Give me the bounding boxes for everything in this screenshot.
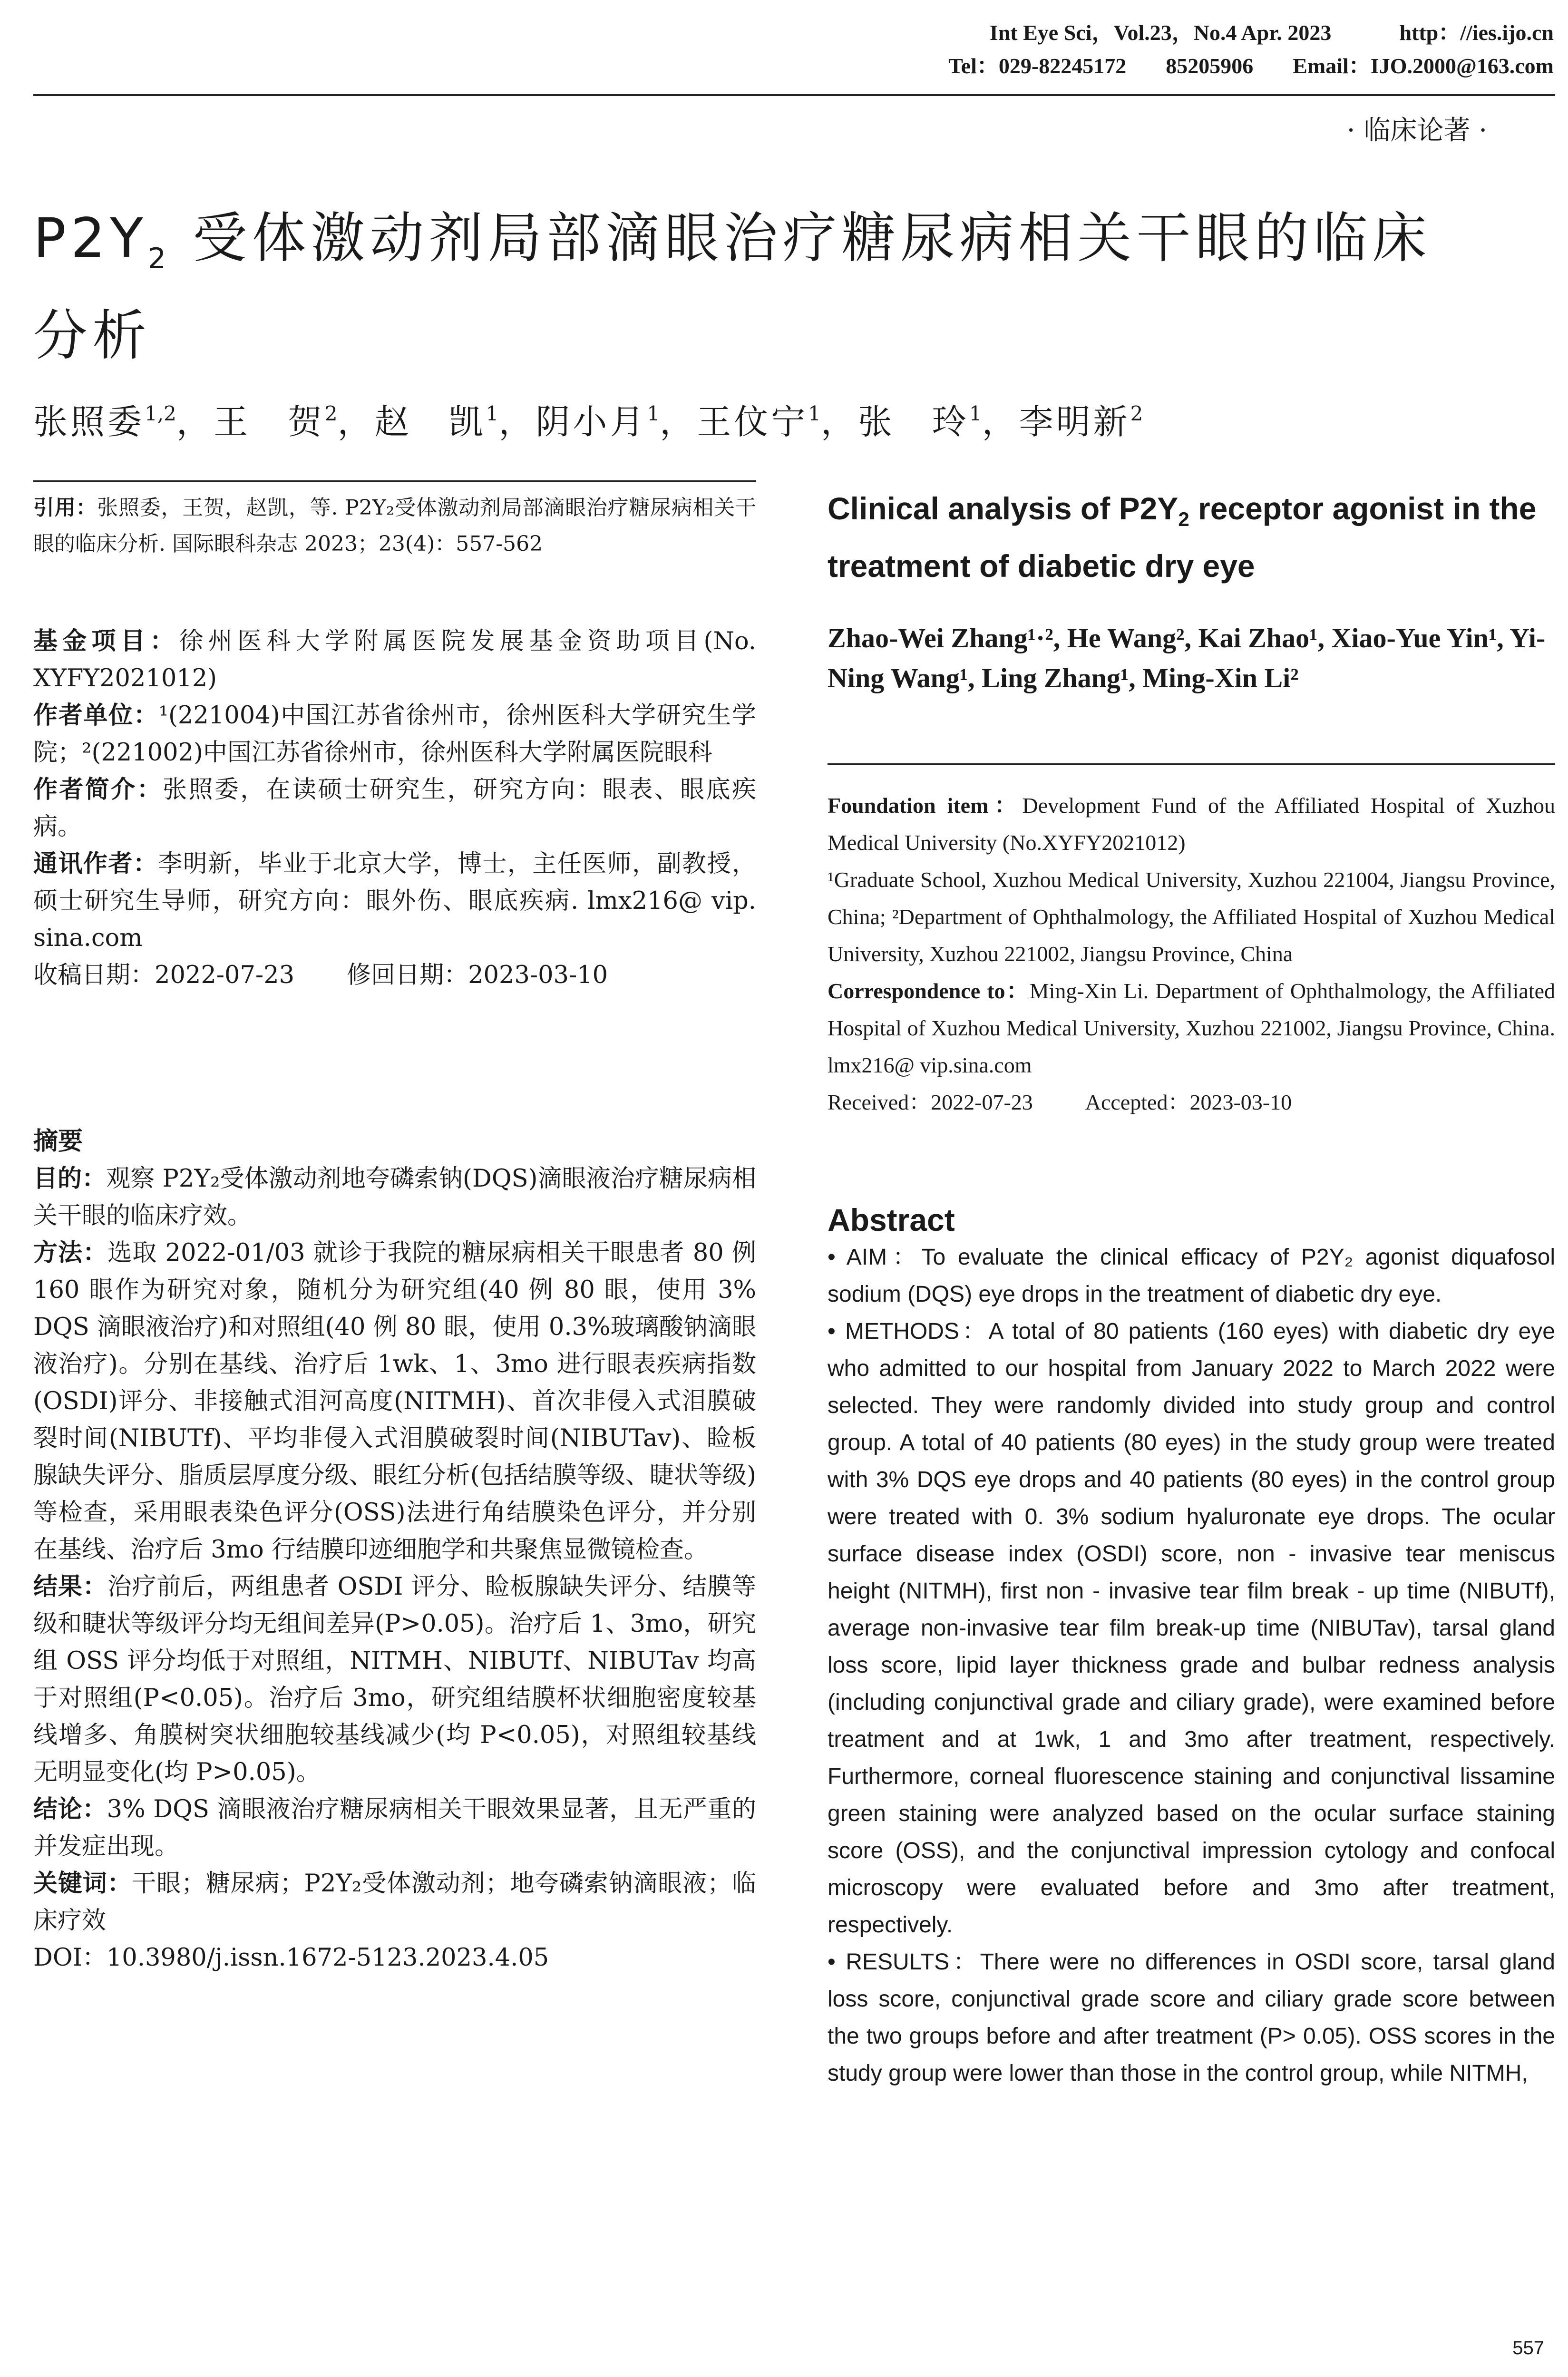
header-rule	[33, 94, 1555, 96]
title-en-subscript: 2	[1178, 508, 1189, 531]
corr-text-en: Ming-Xin Li. Department of Ophthalmology, the Affiliated Hospital of Xuzhou Medical University, Xuzhou 221002, Jiangsu Province, China. lmx216@ vip.sina.com	[828, 979, 1555, 1077]
citation-text: 张照委，王贺，赵凯，等. P2Y₂受体激动剂局部滴眼治疗糖尿病相关干眼的临床分析. 国际眼科杂志 2023；23(4)：557-562	[33, 496, 756, 556]
unit-paragraph	[33, 697, 756, 771]
abstract-body-zh	[33, 1160, 756, 1977]
journal-name: Int Eye Sci，Vol.23，No.4 Apr. 2023	[989, 20, 1332, 45]
citation-label: 引用：	[33, 496, 97, 520]
results-zh	[33, 1568, 756, 1791]
methods-label-zh: 方法：	[33, 1239, 108, 1267]
corr-label: 通讯作者：	[33, 850, 158, 878]
right-column-rule	[828, 763, 1555, 765]
foundation-text-en: Development Fund of the Affiliated Hospital of Xuzhou Medical University (No.XYFY2021012)	[828, 793, 1555, 855]
fund-text: 徐州医科大学附属医院发展基金资助项目(No. XYFY2021012)	[33, 627, 756, 692]
aim-en: • AIM：To evaluate the clinical efficacy of P2Y₂ agonist diquafosol sodium (DQS) eye drops in the treatment of diabetic dry eye.	[828, 1245, 1555, 1307]
revised-date: 修回日期：2023-03-10	[347, 961, 608, 989]
left-column-rule	[33, 480, 756, 482]
meta-en	[828, 787, 1555, 1121]
author-affiliation: 1	[647, 402, 660, 425]
corr-paragraph	[33, 846, 756, 957]
author-affiliation: 1	[808, 402, 821, 425]
title-en-part: Clinical analysis of P2Y	[828, 491, 1178, 526]
keywords-text-zh: 干眼；糖尿病；P2Y₂受体激动剂；地夸磷索钠滴眼液；临床疗效	[33, 1870, 756, 1935]
journal-header-line2	[948, 52, 1554, 80]
conclusion-label-zh: 结论：	[33, 1795, 107, 1823]
abstract-body-en	[828, 1239, 1555, 2092]
article-title-en	[828, 485, 1555, 589]
keywords-zh	[33, 1865, 756, 1939]
journal-tel: Tel：029-82245172	[948, 54, 1127, 78]
authors-zh: 张照委$^{1,2}$，王 贺$^2$，赵 凯$^1$，阴小月$^1$，王伩宁$^1$，张 玲$^1$，李明新$^2$	[33, 402, 1143, 442]
affiliation-en: ¹Graduate School, Xuzhou Medical University, Xuzhou 221004, Jiangsu Province, China; ²Department of Ophthalmology, the Affiliated Hospital of Xuzhou Medical University, Xuzhou 221002, Jiangsu Province, China	[828, 867, 1555, 966]
foundation-en	[828, 787, 1555, 861]
journal-tel2: 85205906	[1166, 54, 1254, 78]
foundation-label-en: Foundation item：	[828, 793, 1023, 818]
section-tag: · 临床论著 ·	[1346, 115, 1487, 146]
aim-label-zh: 目的：	[33, 1165, 107, 1193]
title-subscript: 2	[147, 242, 171, 275]
author-name: 李明新	[1019, 402, 1130, 442]
results-label-zh: 结果：	[33, 1573, 107, 1601]
doi: DOI：10.3980/j.issn.1672-5123.2023.4.05	[33, 1944, 549, 1972]
unit-label: 作者单位：	[33, 701, 159, 730]
bio-text: 张照委，在读硕士研究生，研究方向：眼表、眼底疾病。	[33, 776, 756, 841]
correspondence-en	[828, 973, 1555, 1084]
aim-text-zh: 观察 P2Y₂受体激动剂地夸磷索钠(DQS)滴眼液治疗糖尿病相关干眼的临床疗效。	[33, 1165, 756, 1230]
abstract-heading-zh: 摘要	[33, 1127, 83, 1156]
fund-paragraph	[33, 623, 756, 697]
author-name: 张 玲	[857, 402, 969, 442]
unit-text: ¹(221004)中国江苏省徐州市，徐州医科大学研究生学院；²(221002)中国江苏省徐州市，徐州医科大学附属医院眼科	[33, 701, 756, 767]
author-name: 张照委	[33, 402, 145, 442]
meta-block	[33, 623, 756, 994]
author-affiliation: 1	[969, 402, 982, 425]
results-text-zh: 治疗前后，两组患者 OSDI 评分、睑板腺缺失评分、结膜等级和睫状等级评分均无组间差异(P>0.05)。治疗后 1、3mo，研究组 OSS 评分均低于对照组，NITMH、NIBUTf、NIBUTav 均高于对照组(P<0.05)。治疗后 3mo，研究组结膜杯状细胞密度较基线增多、角膜树突状细胞较基线减少(均 P<0.05)，对照组较基线无明显变化(均 P>0.05)。	[33, 1573, 756, 1786]
journal-email[interactable]: Email：IJO.2000@163.com	[1293, 54, 1554, 78]
conclusion-zh	[33, 1791, 756, 1865]
conclusion-text-zh: 3% DQS 滴眼液治疗糖尿病相关干眼效果显著，且无严重的并发症出现。	[33, 1795, 756, 1861]
aim-zh	[33, 1160, 756, 1235]
author-affiliation: 1,2	[145, 402, 176, 425]
author-name: 赵 凯	[374, 402, 486, 442]
corr-text: 李明新，毕业于北京大学，博士，主任医师，副教授，硕士研究生导师，研究方向：眼外伤、眼底疾病. lmx216@ vip. sina.com	[33, 850, 756, 952]
journal-url[interactable]: http：//ies.ijo.cn	[1399, 20, 1554, 45]
bio-label: 作者简介：	[33, 776, 163, 804]
journal-header-line1	[990, 19, 1554, 47]
accepted-en: Accepted：2023-03-10	[1085, 1090, 1292, 1114]
author-name: 阴小月	[536, 402, 647, 442]
results-en: • RESULTS：There were no differences in OSDI score, tarsal gland loss score, conjunctival grade score and ciliary grade score between the two groups before and after treatment (P> 0.05). OSS scores in the study group were lower than those in the control group, while NITMH,	[828, 1949, 1555, 2086]
methods-text-zh: 选取 2022-01/03 就诊于我院的糖尿病相关干眼患者 80 例 160 眼作为研究对象，随机分为研究组(40 例 80 眼，使用 3% DQS 滴眼液治疗)和对照组(40 例 80 眼，使用 0.3%玻璃酸钠滴眼液治疗)。分别在基线、治疗后 1wk、1、3mo 进行眼表疾病指数(OSDI)评分、非接触式泪河高度(NITMH)、首次非侵入式泪膜破裂时间(NIBUTf)、平均非侵入式泪膜破裂时间(NIBUTav)、睑板腺缺失评分、脂质层厚度分级、眼红分析(包括结膜等级、睫状等级)等检查，采用眼表染色评分(OSS)法进行角结膜染色评分，并分别在基线、治疗后 3mo 行结膜印迹细胞学和共聚焦显微镜检查。	[33, 1239, 756, 1564]
author-name: 王 贺	[213, 402, 325, 442]
abstract-en	[828, 1201, 1555, 2092]
methods-en: • METHODS：A total of 80 patients (160 eyes) with diabetic dry eye who admitted to our hospital from January 2022 to March 2022 were selected. They were randomly divided into study group and control group. A total of 40 patients (80 eyes) in the study group were treated with 3% DQS eye drops and 40 patients (80 eyes) in the control group were treated with 0. 3% sodium hyaluronate eye drops. The ocular surface disease index (OSDI) score, non - invasive tear meniscus height (NITMH), first non - invasive tear film break - up time (NIBUTf), average non-invasive tear film break-up time (NIBUTav), tarsal gland loss score, lipid layer thickness grade and bulbar redness analysis (including conjunctival grade and ciliary grade), were examined before treatment and at 1wk, 1 and 3mo after treatment, respectively. Furthermore, corneal fluorescence staining and conjunctival lissamine green staining were analyzed based on the ocular surface staining score (OSS), and the conjunctival impression cytology and confocal microscopy were evaluated before and 3mo after treatment, respectively.	[828, 1319, 1555, 1938]
author-affiliation: 2	[324, 402, 338, 425]
author-name: 王伩宁	[697, 402, 808, 442]
dates-en	[828, 1084, 1555, 1121]
title-part: 受体激动剂局部滴眼治疗糖尿病相关干眼的临床	[171, 206, 1432, 270]
title-part: P2Y	[33, 206, 148, 270]
page-number: 557	[1512, 2338, 1544, 2358]
article-title-zh	[33, 200, 1541, 374]
abstract-heading-en: Abstract	[828, 1202, 955, 1237]
received-en: Received：2022-07-23	[828, 1090, 1033, 1114]
corr-label-en: Correspondence to：	[828, 979, 1030, 1003]
received-date: 收稿日期：2022-07-23	[33, 961, 295, 989]
fund-label: 基金项目：	[33, 627, 179, 655]
authors-en: Zhao-Wei Zhang¹·², He Wang², Kai Zhao¹, Xiao-Yue Yin¹, Yi-Ning Wang¹, Ling Zhang¹, Ming-Xin Li²	[828, 623, 1546, 693]
title-line2: 分析	[33, 303, 152, 367]
author-affiliation: 1	[486, 402, 499, 425]
abstract-zh	[33, 1122, 756, 1977]
methods-zh	[33, 1235, 756, 1568]
title-en-part: receptor agonist in the treatment of diabetic dry eye	[828, 491, 1537, 584]
citation-block	[33, 490, 756, 562]
dates-paragraph	[33, 957, 756, 994]
author-affiliation: 2	[1130, 402, 1143, 425]
bio-paragraph	[33, 771, 756, 846]
keywords-label-zh: 关键词：	[33, 1870, 132, 1898]
